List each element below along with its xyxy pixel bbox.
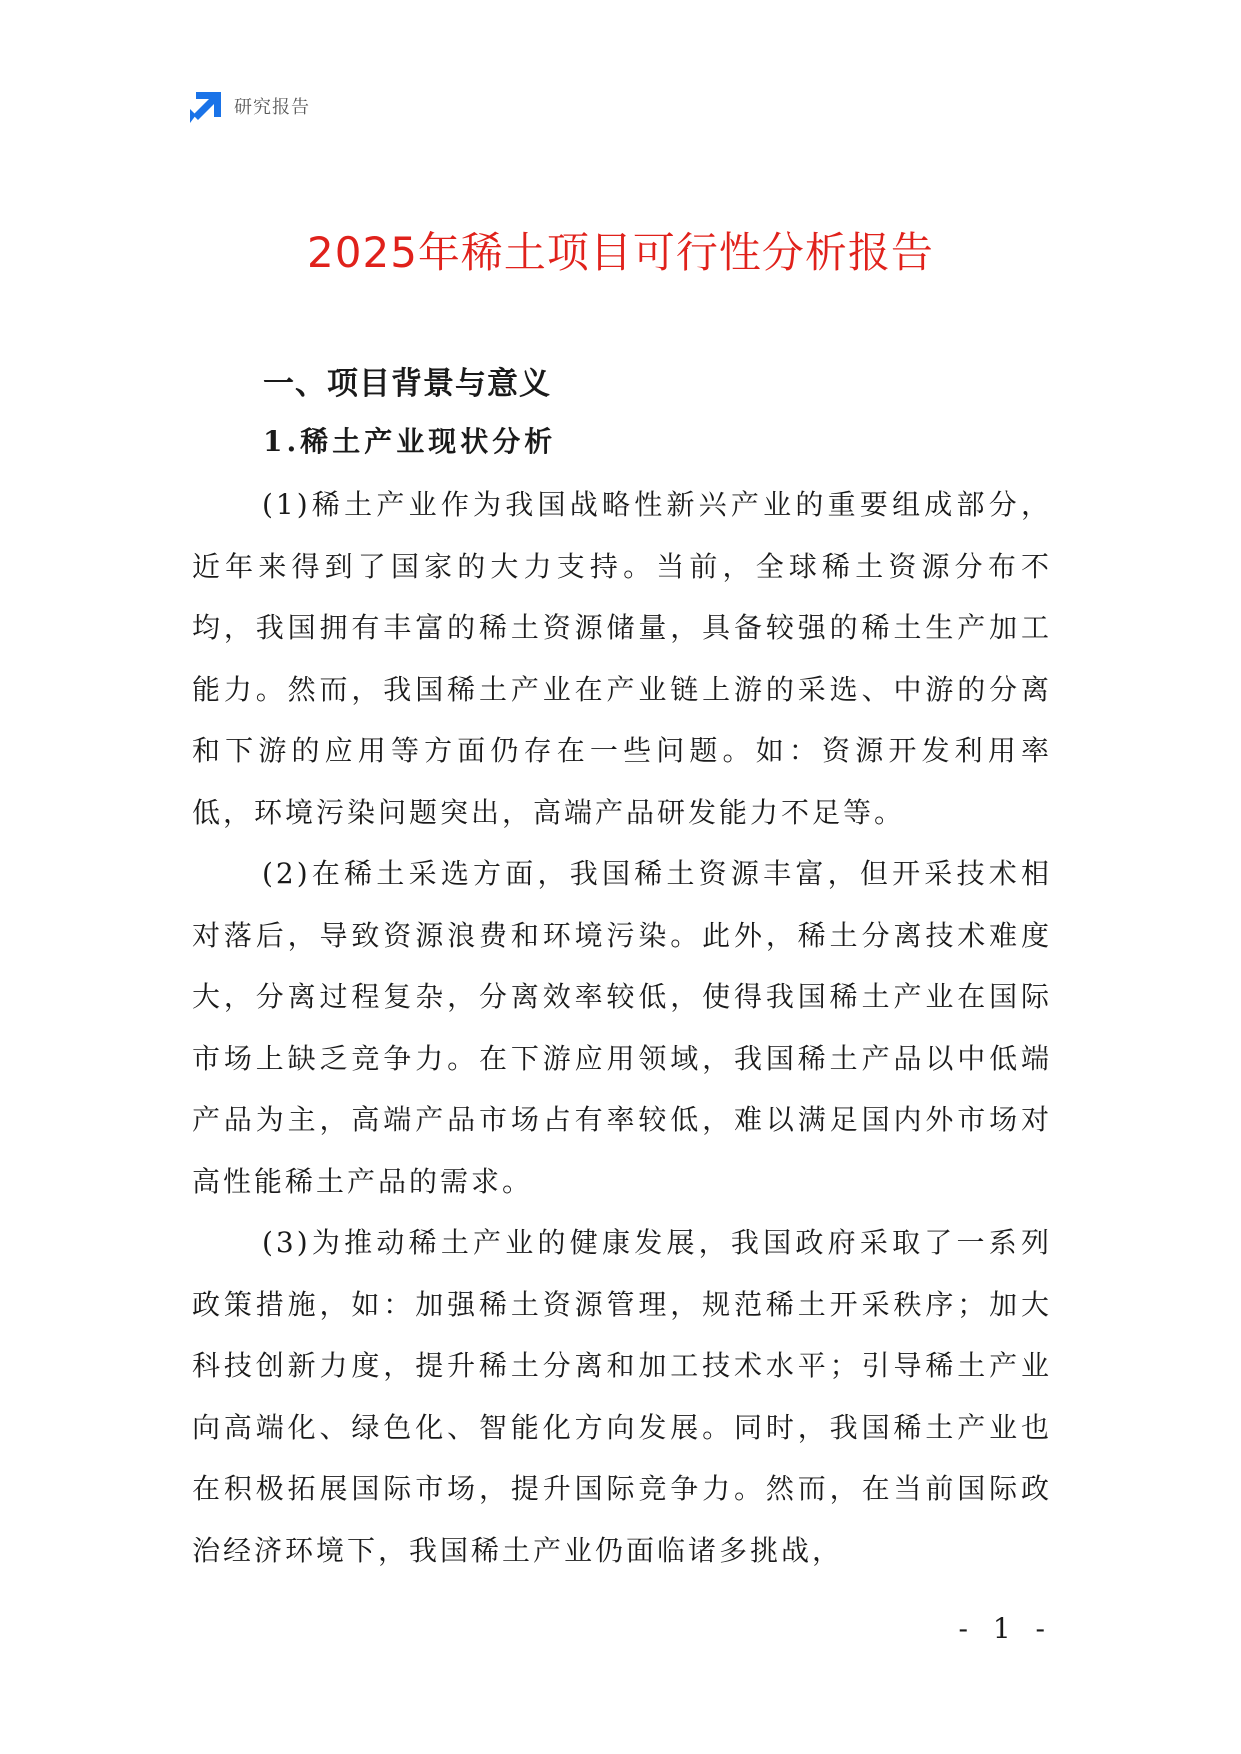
page-number: - 1 - — [958, 1612, 1053, 1645]
paragraph-2: (2)在稀土采选方面，我国稀土资源丰富，但开采技术相对落后，导致资源浪费和环境污染。此外，稀土分离技术难度大，分离过程复杂，分离效率较低，使得我国稀土产业在国际市场上缺乏竞争力。在下游应用领域，我国稀土产品以中低端产品为主，高端产品市场占有率较低，难以满足国内外市场对高性能稀土产品的需求。 — [192, 857, 1052, 1198]
header-label: 研究报告 — [234, 97, 310, 118]
document-title: 2025年稀土项目可行性分析报告 — [307, 228, 934, 277]
sub-heading: 1.稀土产业现状分析 — [263, 425, 557, 458]
paragraph-1: (1)稀土产业作为我国战略性新兴产业的重要组成部分，近年来得到了国家的大力支持。当前，全球稀土资源分布不均，我国拥有丰富的稀土资源储量，具备较强的稀土生产加工能力。然而，我国稀土产业在产业链上游的采选、中游的分离和下游的应用等方面仍存在一些问题。如：资源开发利用率低，环境污染问题突出，高端产品研发能力不足等。 — [192, 488, 1052, 829]
document-header — [190, 88, 310, 124]
arrow-logo-icon — [190, 89, 224, 123]
section-heading: 一、项目背景与意义 — [263, 366, 551, 402]
paragraph-3: (3)为推动稀土产业的健康发展，我国政府采取了一系列政策措施，如：加强稀土资源管理，规范稀土开采秩序；加大科技创新力度，提升稀土分离和加工技术水平；引导稀土产业向高端化、绿色化、智能化方向发展。同时，我国稀土产业也在积极拓展国际市场，提升国际竞争力。然而，在当前国际政治经济环境下，我国稀土产业仍面临诸多挑战， — [192, 1226, 1052, 1567]
